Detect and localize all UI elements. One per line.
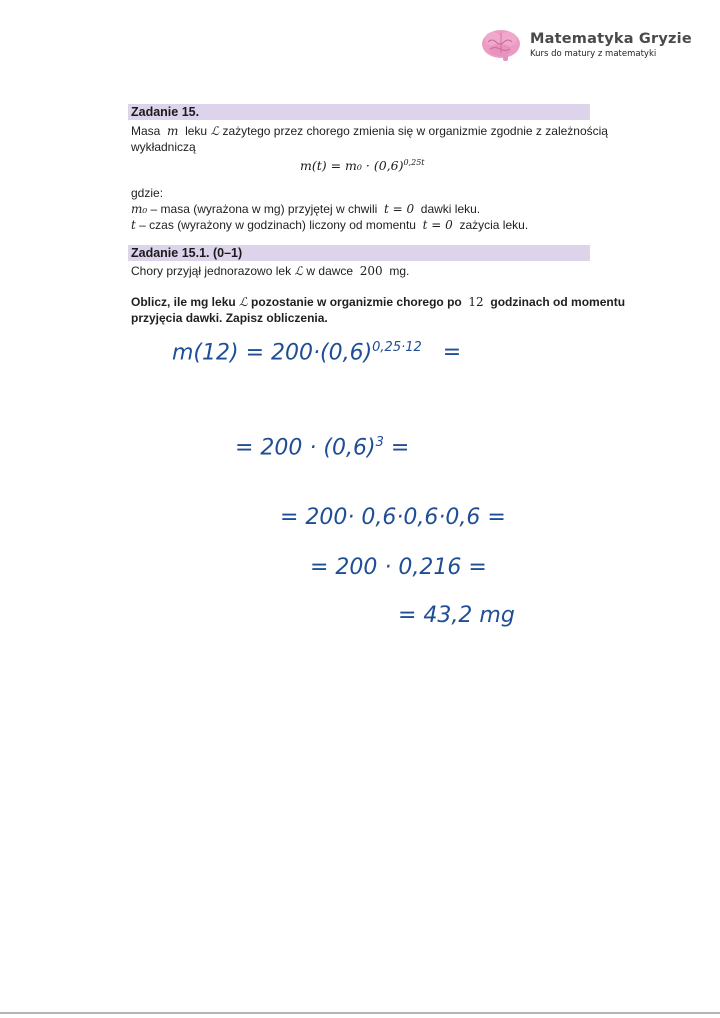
where-label: gdzie: [131, 186, 164, 200]
subtask-question-line1: Oblicz, ile mg leku ℒ pozostanie w organizmie chorego po 12 godzinach od momentu [131, 295, 626, 309]
definition-m0: m₀ – masa (wyrażona w mg) przyjętej w chwili t = 0 dawki leku. [131, 202, 481, 216]
solution-line-5-answer: = 43,2 mg [398, 603, 515, 628]
main-formula: $m(t) = m_0 \cdot (0,6)^{0,25t}$ [300, 158, 425, 174]
task-title: Zadanie 15. [131, 105, 200, 119]
solution-line-1: $m(12) = 200\cdot(0,6)^{0,25\cdot 12}$ = [172, 340, 462, 366]
task-header [128, 104, 590, 120]
subtask-header [128, 245, 590, 261]
task-intro-line1: Masa m leku ℒ zażytego przez chorego zmienia się w organizmie zgodnie z zależnością [131, 124, 608, 138]
subtask-question-line2: przyjęcia dawki. Zapisz obliczenia. [131, 311, 328, 325]
brand-subtitle: Kurs do matury z matematyki [530, 48, 657, 59]
brain-icon [480, 27, 522, 63]
solution-line-2: = $200 \cdot (0,6)^3$ = [235, 435, 410, 461]
brand-logo [480, 27, 692, 63]
task-intro-line2: wykładniczą [131, 140, 196, 154]
brand-title: Matematyka Gryzie [530, 30, 692, 47]
solution-line-3: = 200· 0,6·0,6·0,6 = [280, 505, 506, 530]
page-bottom-edge [0, 1012, 720, 1014]
subtask-title: Zadanie 15.1. (0–1) [131, 246, 243, 260]
subtask-given: Chory przyjął jednorazowo lek ℒ w dawce 200 mg. [131, 264, 410, 278]
definition-t: t – czas (wyrażony w godzinach) liczony od momentu t = 0 zażycia leku. [131, 218, 529, 232]
solution-line-4: = 200 · 0,216 = [310, 555, 487, 580]
